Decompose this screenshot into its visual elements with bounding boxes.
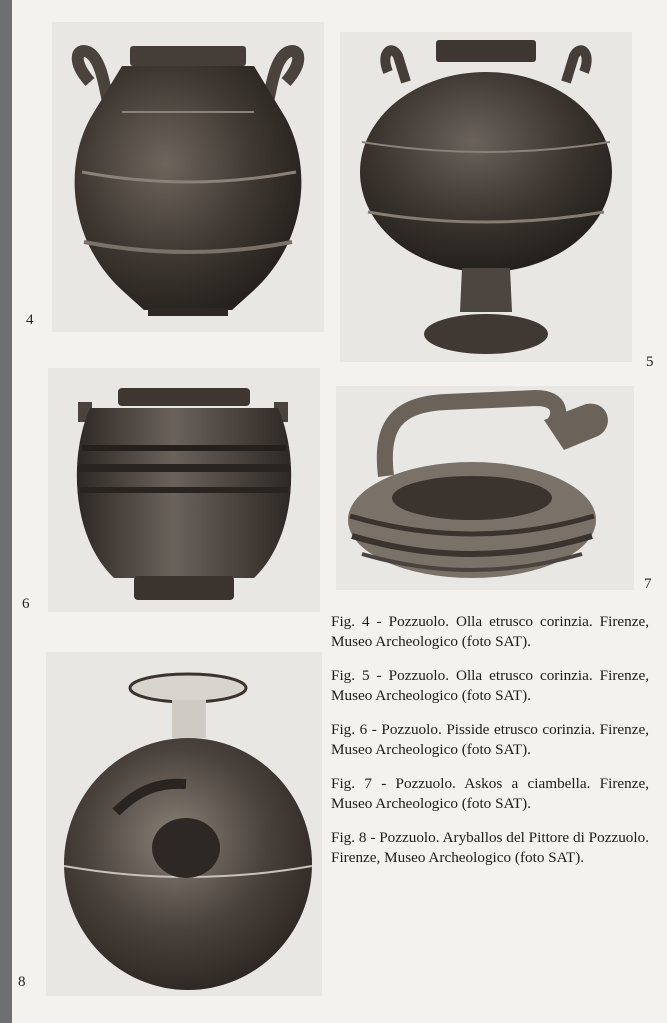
photo-fig-6 [48, 368, 320, 612]
document-page [12, 0, 667, 1023]
photo-fig-4 [52, 22, 324, 332]
photo-fig-5 [340, 32, 632, 362]
caption-fig-4: Fig. 4 - Pozzuolo. Olla etrusco corinzia. Firenze, Museo Archeologico (foto SAT). [331, 613, 649, 650]
askos-icon [336, 386, 634, 590]
pyxis-icon [48, 368, 320, 612]
figure-number: 6 [22, 596, 30, 612]
photo-fig-8 [46, 652, 322, 996]
olla-footed-icon [340, 32, 632, 362]
figure-number: 5 [646, 354, 654, 370]
photo-fig-7 [336, 386, 634, 590]
figure-number: 8 [18, 974, 26, 990]
olla-handles-icon [52, 22, 324, 332]
figure-number: 4 [26, 312, 34, 328]
caption-fig-6: Fig. 6 - Pozzuolo. Pisside etrusco corinzia. Firenze, Museo Archeologico (foto SAT). [331, 721, 649, 758]
caption-fig-5: Fig. 5 - Pozzuolo. Olla etrusco corinzia. Firenze, Museo Archeologico (foto SAT). [331, 667, 649, 704]
caption-fig-7: Fig. 7 - Pozzuolo. Askos a ciambella. Firenze, Museo Archeologico (foto SAT). [331, 775, 649, 812]
aryballos-icon [46, 652, 322, 996]
caption-block [331, 612, 649, 882]
caption-fig-8: Fig. 8 - Pozzuolo. Aryballos del Pittore di Pozzuolo. Firenze, Museo Archeologico (foto SAT). [331, 829, 649, 866]
figure-number: 7 [644, 576, 652, 592]
